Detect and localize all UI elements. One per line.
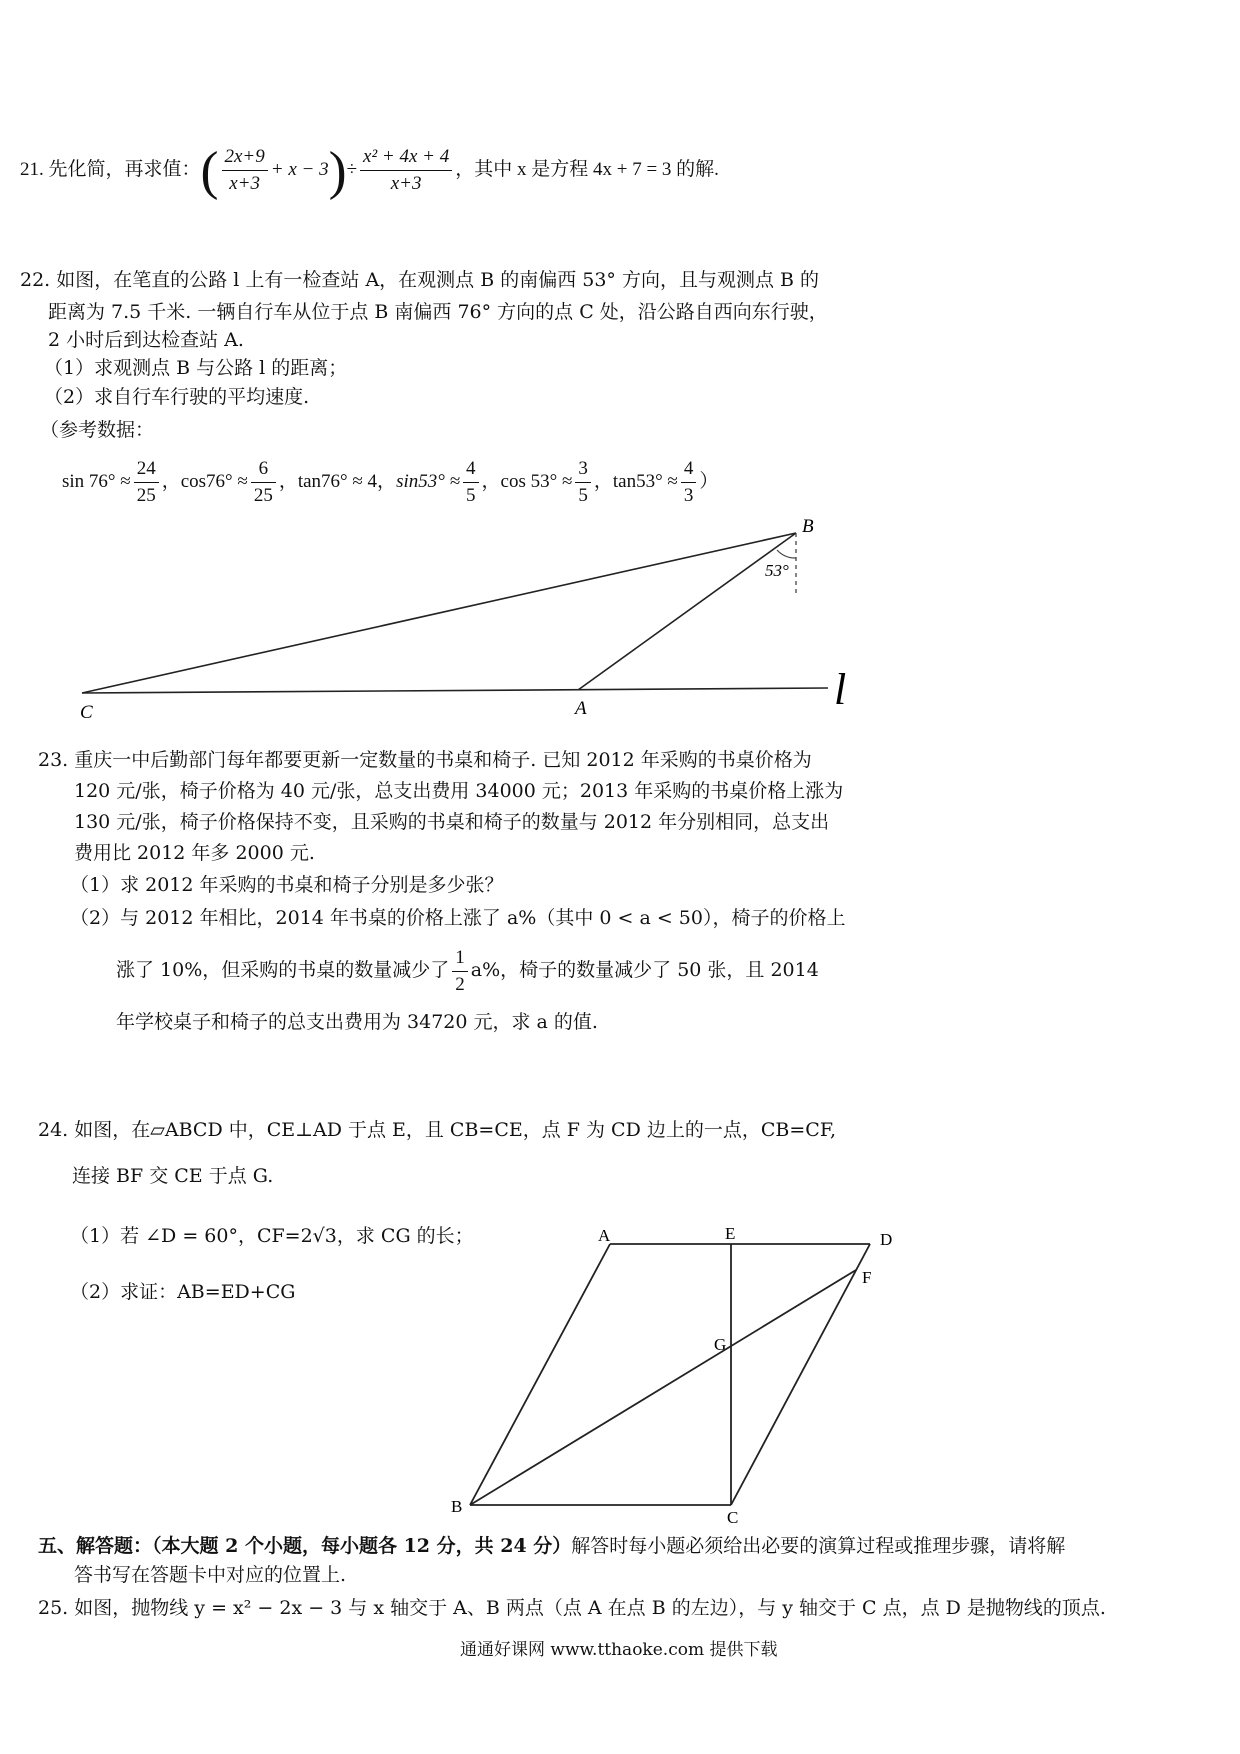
tan53-num: 4 [681,456,697,483]
line-AB [578,533,796,690]
cos76-num: 6 [251,456,276,483]
q23-line-3: 130 元/张，椅子价格保持不变，且采购的书桌和椅子的数量与 2012 年分别相同，总支出 [74,811,830,833]
q24-sub-1: （1）若 ∠D = 60°，CF=2√3，求 CG 的长； [70,1225,474,1247]
label-E: E [725,1224,736,1243]
sin53-prefix: sin53° ≈ [396,471,461,492]
q22-line-3: 2 小时后到达检查站 A. [48,329,244,351]
side-AB [470,1244,610,1505]
label-D: D [880,1230,893,1249]
left-paren: ( [200,140,219,201]
q23-sub2b-pre: 涨了 10%，但采购的书桌的数量减少了 [116,959,450,981]
q21-num2: x² + 4x + 4 [360,144,452,171]
page-footer: 通通好课网 www.tthaoke.com 提供下载 [460,1640,778,1660]
sin53-den: 5 [466,485,476,507]
ref-close: ） [699,471,719,492]
q23-sub-2b [116,940,819,1000]
q21-tail: ，其中 x 是方程 4x + 7 = 3 的解. [455,159,719,180]
right-paren: ) [328,140,347,201]
cos76-den: 25 [253,485,273,507]
q23-sub2b-post: a%，椅子的数量减少了 50 张，且 2014 [470,959,819,981]
sin76-prefix: sin 76° ≈ [62,471,131,492]
label-G: G [714,1335,727,1354]
q23-line-2: 120 元/张，椅子价格为 40 元/张，总支出费用 34000 元；2013 年采购的书桌价格上涨为 [74,780,844,802]
label-B-pg: B [451,1497,463,1516]
q24-line-2: 连接 BF 交 CE 于点 G. [72,1165,274,1187]
line-CB [82,533,796,693]
side-CD [731,1244,870,1505]
section5-heading [38,1534,1065,1558]
q23-line-4: 费用比 2012 年多 2000 元. [74,842,315,864]
q23-sub-2: （2）与 2012 年相比，2014 年书桌的价格上涨了 a%（其中 0 < a < 50），椅子的价格上 [70,907,846,929]
half-num: 1 [452,945,468,972]
half-den: 2 [455,973,465,995]
tan53-prefix: ，tan53° ≈ [593,471,678,492]
q22-line-1: 22. 如图，在笔直的公路 l 上有一检查站 A，在观测点 B 的南偏西 53° 方向，且与观测点 B 的 [20,269,820,291]
label-A: A [575,698,587,719]
section5-line-2: 答书写在答题卡中对应的位置上. [74,1564,347,1586]
q25-line-1: 25. 如图，抛物线 y = x² − 2x − 3 与 x 轴交于 A、B 两点（点 A 在点 B 的左边），与 y 轴交于 C 点，点 D 是抛物线的顶点. [38,1597,1106,1619]
cos76-prefix: ，cos76° ≈ [161,471,248,492]
q22-ref-label: （参考数据： [40,419,155,441]
sin76-num: 24 [134,456,159,483]
q24-sub-2: （2）求证：AB=ED+CG [70,1281,296,1303]
tan76-text: ，tan76° ≈ 4， [278,471,397,492]
sin53-num: 4 [463,456,479,483]
road-line-l [82,688,828,693]
q23-sub-2c: 年学校桌子和椅子的总支出费用为 34720 元，求 a 的值. [116,1011,598,1033]
q23-sub-1: （1）求 2012 年采购的书桌和椅子分别是多少张？ [70,874,504,896]
segment-BF [470,1270,856,1505]
q21-mid: + x − 3 [270,159,329,180]
cos53-den: 5 [578,485,588,507]
section5-rest: 解答时每小题必须给出必要的演算过程或推理步骤，请将解 [571,1535,1066,1557]
label-A-pg: A [598,1226,611,1245]
label-C-pg: C [727,1508,739,1527]
q21-den1: x+3 [229,173,261,195]
label-F: F [862,1268,872,1287]
q24-line-1: 24. 如图，在▱ABCD 中，CE⊥AD 于点 E，且 CB=CE，点 F 为 CD 边上的一点，CB=CF, [38,1119,837,1141]
q21-div: ÷ [346,159,358,180]
label-l: l [834,665,847,714]
label-B: B [802,516,814,537]
q22-sub-1: （1）求观测点 B 与公路 l 的距离； [44,357,348,379]
q23-line-1: 23. 重庆一中后勤部门每年都要更新一定数量的书桌和椅子. 已知 2012 年采购的书桌价格为 [38,749,812,771]
cos53-num: 3 [575,456,591,483]
q21-den2: x+3 [390,173,422,195]
cos53-prefix: ，cos 53° ≈ [481,471,573,492]
q21-num1: 2x+9 [222,144,268,171]
sin76-den: 25 [136,485,156,507]
label-C: C [80,702,93,723]
angle-53-arc [777,550,796,558]
half-fraction [452,945,468,998]
label-53deg: 53° [765,561,789,580]
section5-head: 五、解答题：（本大题 2 个小题，每小题各 12 分，共 24 分） [38,1535,572,1557]
q21-label: 21. 先化简，再求值： [20,159,201,180]
q22-sub-2: （2）求自行车行驶的平均速度. [44,386,310,408]
q22-line-2: 距离为 7.5 千米. 一辆自行车从位于点 B 南偏西 76° 方向的点 C 处，沿公路自西向东行驶， [48,301,828,323]
tan53-den: 3 [683,485,694,507]
